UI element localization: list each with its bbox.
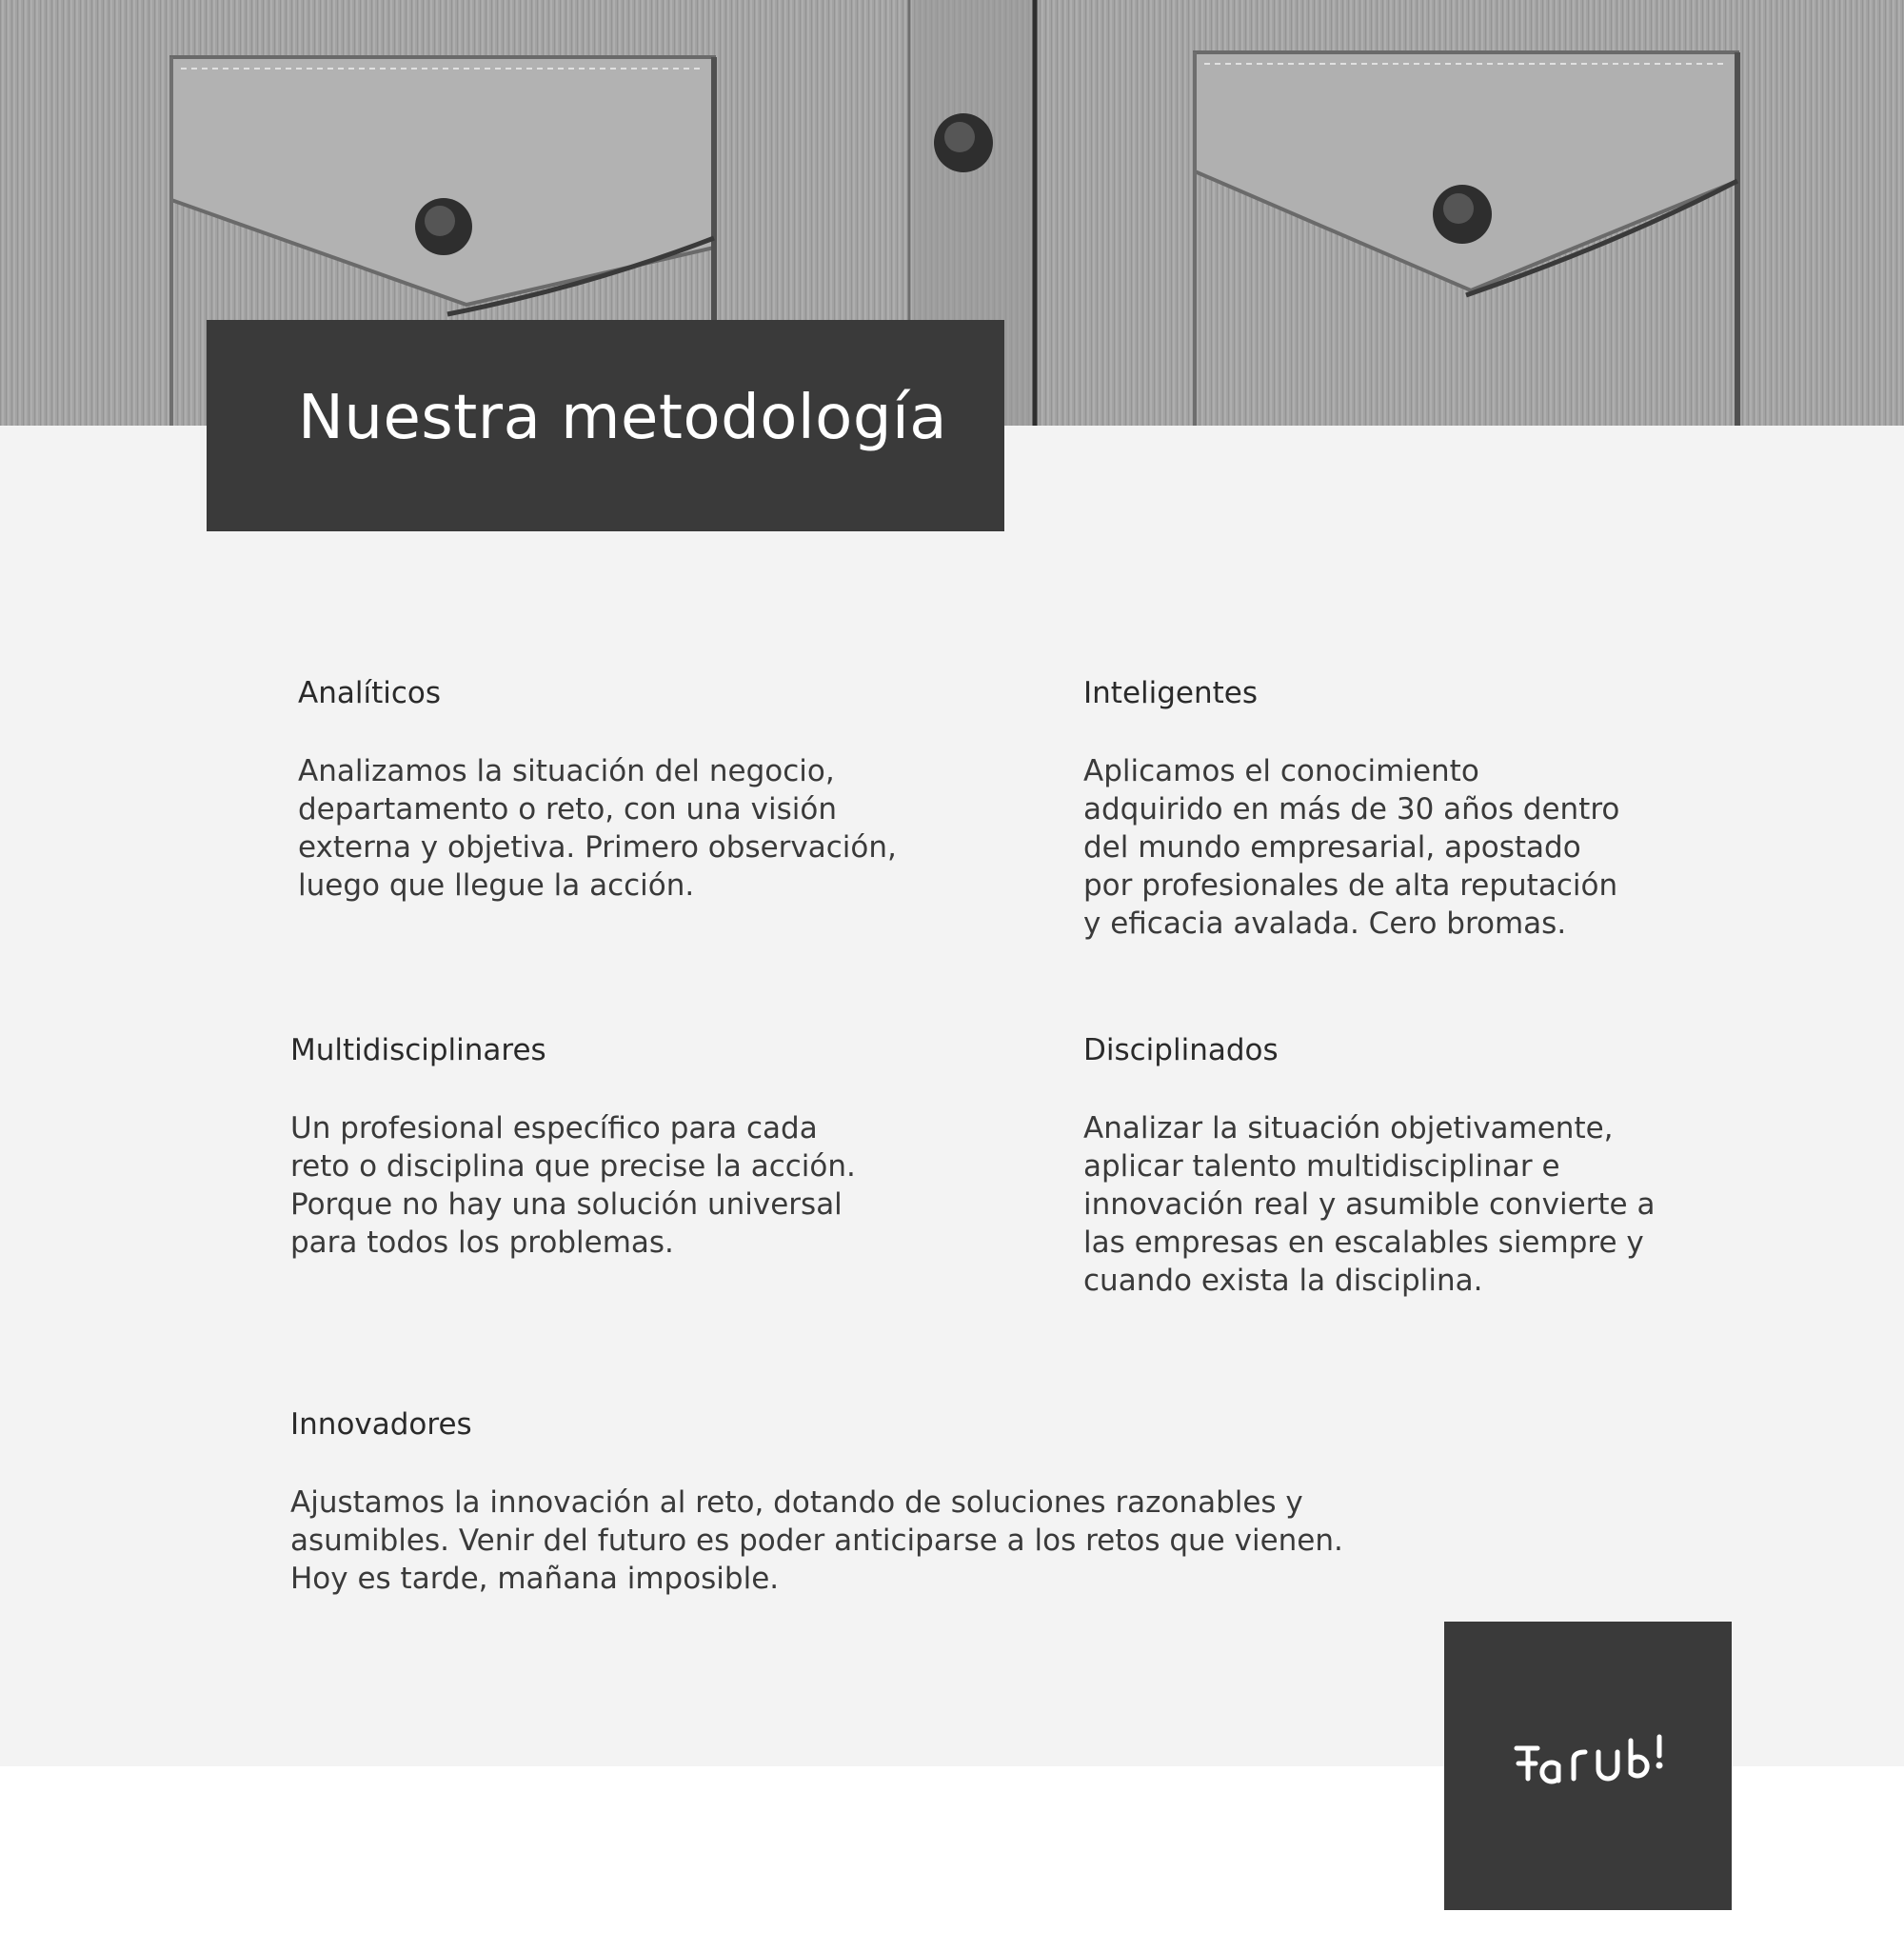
- section-body: Aplicamos el conocimiento adquirido en más de 30 años dentro del mundo empresarial, apostado por profesionales de alta reputación y eficacia avalada. Cero bromas.: [1083, 754, 1620, 941]
- section-multidisciplinares: [290, 1033, 856, 1262]
- section-body: Analizamos la situación del negocio, departamento o reto, con una visión externa y objetiva. Primero observación, luego que llegue la acción.: [298, 754, 897, 903]
- section-innovadores: [290, 1407, 1343, 1598]
- section-heading: Disciplinados: [1083, 1033, 1279, 1067]
- section-heading: Analíticos: [298, 676, 442, 710]
- section-heading: Inteligentes: [1083, 676, 1259, 710]
- section-body: Un profesional específico para cada reto o disciplina que precise la acción. Porque no hay una solución universal para todos los problemas.: [290, 1111, 856, 1260]
- section-body: Analizar la situación objetivamente, aplicar talento multidisciplinar e innovación real y asumible convierte a las empresas en escalables siempre y cuando exista la disciplina.: [1083, 1111, 1656, 1298]
- brand-logo-box: [1444, 1622, 1732, 1910]
- section-heading: Multidisciplinares: [290, 1033, 546, 1067]
- brand-logo-icon: [1511, 1731, 1673, 1798]
- page-title: Nuestra metodología: [298, 383, 947, 453]
- title-box: [207, 320, 1004, 531]
- section-disciplinados: [1083, 1033, 1655, 1300]
- section-inteligentes: [1083, 676, 1619, 943]
- section-body: Ajustamos la innovación al reto, dotando de soluciones razonables y asumibles. Venir del futuro es poder anticiparse a los retos que vienen. Hoy es tarde, mañana imposible.: [290, 1485, 1343, 1596]
- section-heading: Innovadores: [290, 1407, 472, 1442]
- section-analiticos: [298, 676, 897, 905]
